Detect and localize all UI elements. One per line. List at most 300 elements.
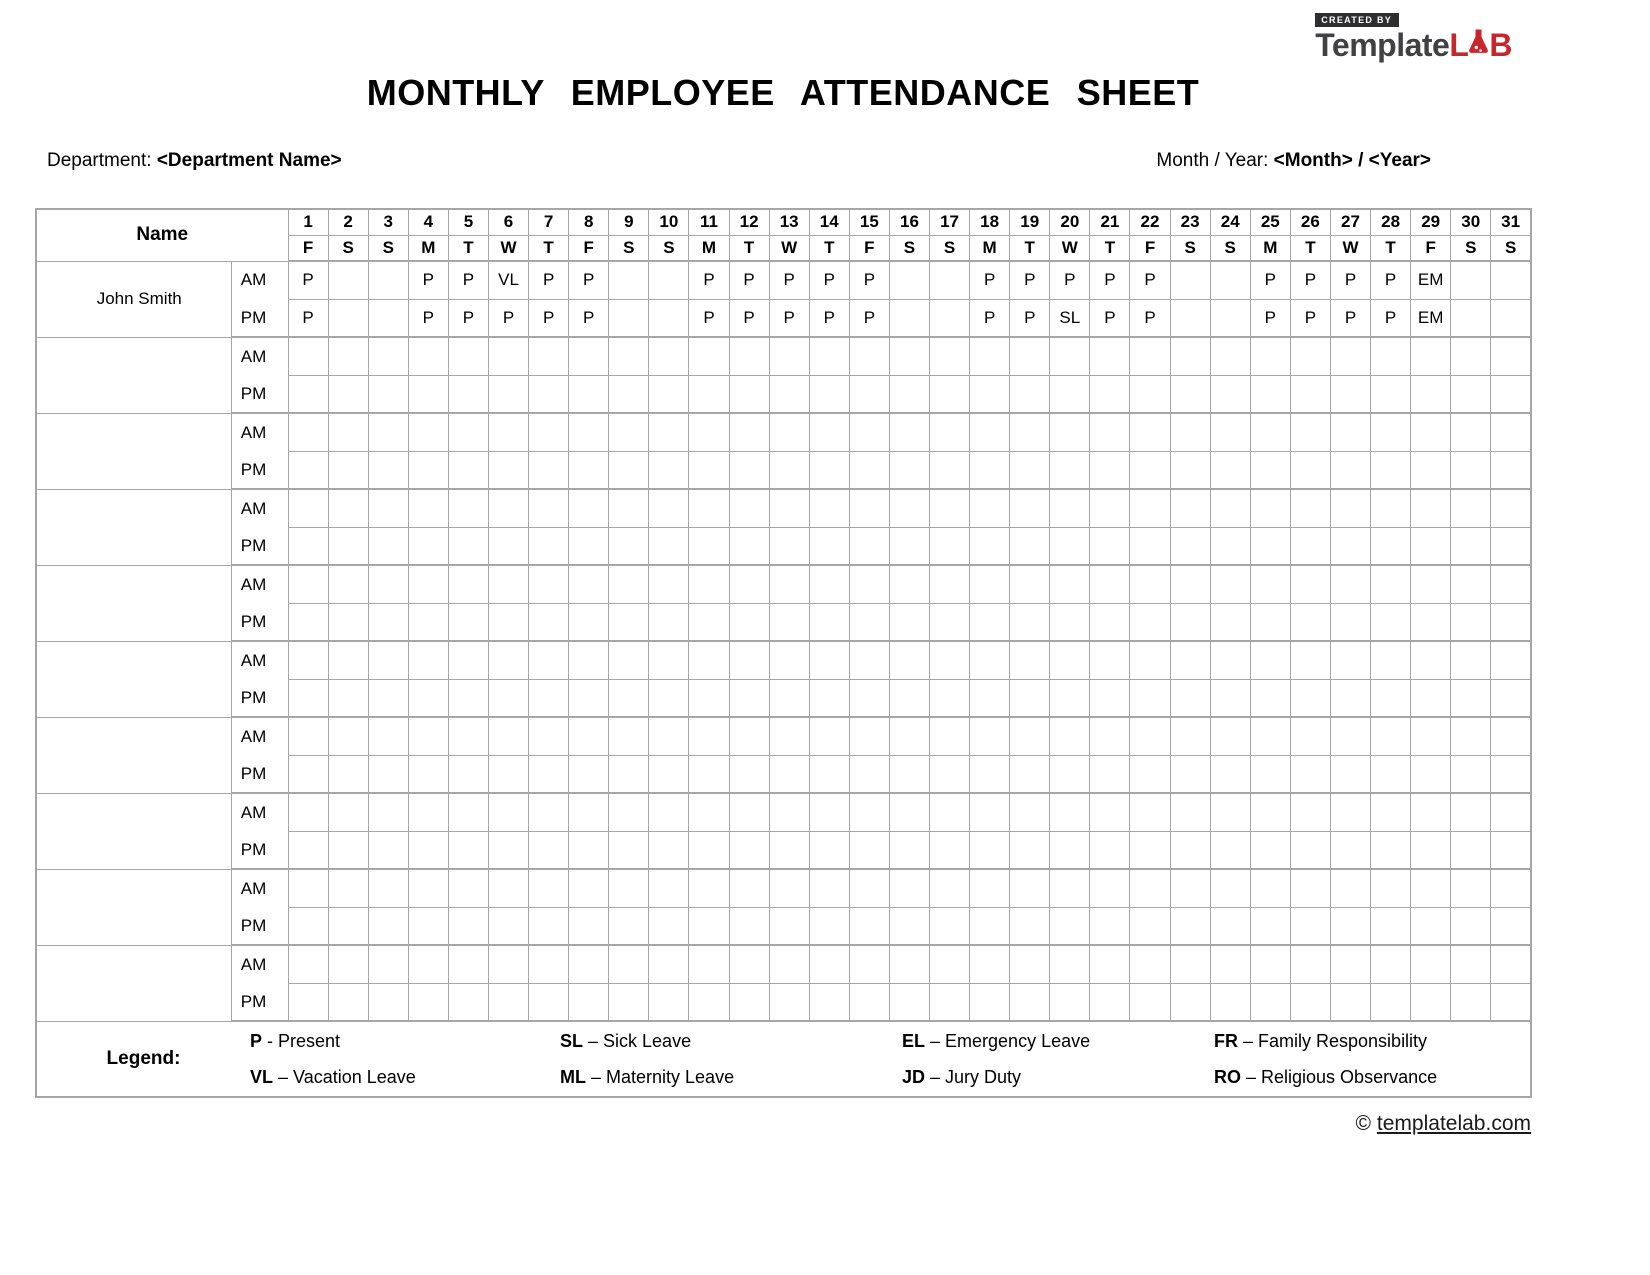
attendance-cell[interactable] <box>408 983 448 1021</box>
attendance-cell[interactable] <box>1451 831 1491 869</box>
attendance-cell[interactable] <box>1371 907 1411 945</box>
attendance-cell[interactable] <box>930 565 970 603</box>
attendance-cell[interactable] <box>448 679 488 717</box>
attendance-cell[interactable] <box>448 603 488 641</box>
attendance-cell[interactable] <box>368 641 408 679</box>
attendance-cell[interactable] <box>1290 869 1330 907</box>
attendance-cell[interactable] <box>930 679 970 717</box>
attendance-cell[interactable] <box>1491 793 1531 831</box>
attendance-cell[interactable] <box>569 489 609 527</box>
attendance-cell[interactable] <box>1090 717 1130 755</box>
attendance-cell[interactable] <box>328 793 368 831</box>
attendance-cell[interactable] <box>1050 717 1090 755</box>
attendance-cell[interactable] <box>408 907 448 945</box>
attendance-cell[interactable] <box>970 717 1010 755</box>
attendance-cell[interactable] <box>448 565 488 603</box>
attendance-cell[interactable] <box>1330 793 1370 831</box>
attendance-cell[interactable]: P <box>1371 261 1411 299</box>
attendance-cell[interactable] <box>488 831 528 869</box>
attendance-cell[interactable] <box>1090 755 1130 793</box>
attendance-cell[interactable] <box>448 527 488 565</box>
attendance-cell[interactable] <box>1090 831 1130 869</box>
attendance-cell[interactable] <box>889 337 929 375</box>
attendance-cell[interactable] <box>1170 337 1210 375</box>
attendance-cell[interactable] <box>1090 641 1130 679</box>
attendance-cell[interactable] <box>529 565 569 603</box>
attendance-cell[interactable] <box>649 831 689 869</box>
attendance-cell[interactable] <box>889 945 929 983</box>
attendance-cell[interactable] <box>1090 451 1130 489</box>
attendance-cell[interactable] <box>529 375 569 413</box>
attendance-cell[interactable]: P <box>1090 261 1130 299</box>
attendance-cell[interactable] <box>1411 489 1451 527</box>
attendance-cell[interactable] <box>729 717 769 755</box>
attendance-cell[interactable] <box>1411 413 1451 451</box>
attendance-cell[interactable] <box>1411 375 1451 413</box>
attendance-cell[interactable]: P <box>729 261 769 299</box>
attendance-cell[interactable]: P <box>569 261 609 299</box>
attendance-cell[interactable] <box>1170 375 1210 413</box>
attendance-cell[interactable] <box>889 869 929 907</box>
attendance-cell[interactable] <box>1210 489 1250 527</box>
attendance-cell[interactable] <box>488 337 528 375</box>
attendance-cell[interactable] <box>1170 755 1210 793</box>
attendance-cell[interactable] <box>1010 679 1050 717</box>
attendance-cell[interactable] <box>1290 907 1330 945</box>
attendance-cell[interactable]: P <box>529 299 569 337</box>
attendance-cell[interactable] <box>1050 983 1090 1021</box>
attendance-cell[interactable] <box>729 603 769 641</box>
attendance-cell[interactable] <box>569 603 609 641</box>
attendance-cell[interactable]: P <box>1330 299 1370 337</box>
attendance-cell[interactable] <box>1491 907 1531 945</box>
attendance-cell[interactable] <box>1010 565 1050 603</box>
attendance-cell[interactable] <box>368 945 408 983</box>
attendance-cell[interactable] <box>1491 375 1531 413</box>
attendance-cell[interactable] <box>368 261 408 299</box>
attendance-cell[interactable] <box>1330 565 1370 603</box>
attendance-cell[interactable]: P <box>288 261 328 299</box>
attendance-cell[interactable]: P <box>1010 261 1050 299</box>
attendance-cell[interactable] <box>368 907 408 945</box>
attendance-cell[interactable] <box>649 717 689 755</box>
attendance-cell[interactable] <box>1250 755 1290 793</box>
attendance-cell[interactable] <box>769 793 809 831</box>
attendance-cell[interactable] <box>488 983 528 1021</box>
attendance-cell[interactable] <box>1451 945 1491 983</box>
attendance-cell[interactable] <box>1210 831 1250 869</box>
attendance-cell[interactable] <box>368 869 408 907</box>
attendance-cell[interactable] <box>1130 413 1170 451</box>
attendance-cell[interactable] <box>488 755 528 793</box>
attendance-cell[interactable] <box>1010 451 1050 489</box>
attendance-cell[interactable] <box>930 375 970 413</box>
attendance-cell[interactable] <box>368 717 408 755</box>
attendance-cell[interactable] <box>849 565 889 603</box>
attendance-cell[interactable] <box>1491 983 1531 1021</box>
attendance-cell[interactable] <box>488 945 528 983</box>
attendance-cell[interactable] <box>1090 565 1130 603</box>
attendance-cell[interactable] <box>1491 641 1531 679</box>
attendance-cell[interactable] <box>1250 565 1290 603</box>
attendance-cell[interactable] <box>328 261 368 299</box>
attendance-cell[interactable] <box>569 375 609 413</box>
attendance-cell[interactable] <box>1170 413 1210 451</box>
attendance-cell[interactable] <box>1330 375 1370 413</box>
attendance-cell[interactable] <box>809 793 849 831</box>
attendance-cell[interactable] <box>408 717 448 755</box>
attendance-cell[interactable] <box>1290 793 1330 831</box>
attendance-cell[interactable] <box>769 489 809 527</box>
attendance-cell[interactable] <box>488 489 528 527</box>
attendance-cell[interactable] <box>1090 337 1130 375</box>
attendance-cell[interactable] <box>970 983 1010 1021</box>
attendance-cell[interactable] <box>1371 413 1411 451</box>
attendance-cell[interactable] <box>328 983 368 1021</box>
attendance-cell[interactable] <box>889 755 929 793</box>
attendance-cell[interactable] <box>689 565 729 603</box>
attendance-cell[interactable] <box>849 451 889 489</box>
attendance-cell[interactable] <box>689 527 729 565</box>
attendance-cell[interactable]: P <box>970 261 1010 299</box>
attendance-cell[interactable] <box>1050 869 1090 907</box>
attendance-cell[interactable] <box>689 337 729 375</box>
attendance-cell[interactable] <box>970 641 1010 679</box>
attendance-cell[interactable] <box>1451 261 1491 299</box>
attendance-cell[interactable] <box>448 983 488 1021</box>
attendance-cell[interactable] <box>729 337 769 375</box>
attendance-cell[interactable] <box>1170 945 1210 983</box>
attendance-cell[interactable] <box>1130 793 1170 831</box>
attendance-cell[interactable] <box>1130 679 1170 717</box>
attendance-cell[interactable] <box>328 907 368 945</box>
attendance-cell[interactable] <box>1210 983 1250 1021</box>
attendance-cell[interactable]: P <box>1130 261 1170 299</box>
attendance-cell[interactable] <box>649 451 689 489</box>
attendance-cell[interactable] <box>1371 451 1411 489</box>
attendance-cell[interactable] <box>1170 299 1210 337</box>
attendance-cell[interactable] <box>1010 413 1050 451</box>
attendance-cell[interactable] <box>1170 603 1210 641</box>
attendance-cell[interactable] <box>529 641 569 679</box>
attendance-cell[interactable] <box>1130 831 1170 869</box>
attendance-cell[interactable] <box>529 755 569 793</box>
attendance-cell[interactable] <box>1130 451 1170 489</box>
attendance-cell[interactable] <box>689 603 729 641</box>
attendance-cell[interactable] <box>1290 755 1330 793</box>
attendance-cell[interactable] <box>1010 945 1050 983</box>
attendance-cell[interactable] <box>328 413 368 451</box>
attendance-cell[interactable]: P <box>729 299 769 337</box>
attendance-cell[interactable] <box>609 413 649 451</box>
attendance-cell[interactable] <box>849 793 889 831</box>
employee-name-cell[interactable] <box>36 869 231 945</box>
attendance-cell[interactable] <box>448 489 488 527</box>
attendance-cell[interactable] <box>970 793 1010 831</box>
attendance-cell[interactable] <box>1451 793 1491 831</box>
attendance-cell[interactable] <box>368 489 408 527</box>
attendance-cell[interactable] <box>849 337 889 375</box>
attendance-cell[interactable] <box>1451 641 1491 679</box>
attendance-cell[interactable] <box>729 641 769 679</box>
attendance-cell[interactable]: P <box>529 261 569 299</box>
attendance-cell[interactable] <box>1330 527 1370 565</box>
attendance-cell[interactable] <box>970 945 1010 983</box>
attendance-cell[interactable] <box>849 831 889 869</box>
attendance-cell[interactable] <box>689 869 729 907</box>
attendance-cell[interactable] <box>448 413 488 451</box>
month-year-value[interactable]: <Month> / <Year> <box>1273 150 1431 171</box>
attendance-cell[interactable] <box>1250 717 1290 755</box>
attendance-cell[interactable]: P <box>1330 261 1370 299</box>
attendance-cell[interactable] <box>1451 983 1491 1021</box>
attendance-cell[interactable] <box>849 413 889 451</box>
attendance-cell[interactable] <box>368 413 408 451</box>
attendance-cell[interactable] <box>1411 679 1451 717</box>
attendance-cell[interactable] <box>408 527 448 565</box>
attendance-cell[interactable] <box>1130 945 1170 983</box>
attendance-cell[interactable] <box>649 527 689 565</box>
attendance-cell[interactable] <box>328 489 368 527</box>
attendance-cell[interactable] <box>1451 755 1491 793</box>
attendance-cell[interactable] <box>1210 641 1250 679</box>
attendance-cell[interactable] <box>649 489 689 527</box>
attendance-cell[interactable] <box>809 831 849 869</box>
attendance-cell[interactable] <box>889 299 929 337</box>
employee-name-cell[interactable] <box>36 337 231 413</box>
attendance-cell[interactable] <box>1210 679 1250 717</box>
attendance-cell[interactable] <box>1050 679 1090 717</box>
attendance-cell[interactable] <box>1250 603 1290 641</box>
attendance-cell[interactable] <box>1330 907 1370 945</box>
attendance-cell[interactable] <box>1090 793 1130 831</box>
attendance-cell[interactable] <box>1491 755 1531 793</box>
attendance-cell[interactable] <box>970 527 1010 565</box>
attendance-cell[interactable] <box>488 527 528 565</box>
attendance-cell[interactable] <box>488 869 528 907</box>
attendance-cell[interactable] <box>1290 945 1330 983</box>
attendance-cell[interactable] <box>1210 603 1250 641</box>
attendance-cell[interactable] <box>689 489 729 527</box>
attendance-cell[interactable] <box>689 793 729 831</box>
attendance-cell[interactable] <box>609 945 649 983</box>
attendance-cell[interactable] <box>1451 527 1491 565</box>
attendance-cell[interactable] <box>1451 299 1491 337</box>
attendance-cell[interactable] <box>1451 451 1491 489</box>
attendance-cell[interactable] <box>889 679 929 717</box>
attendance-cell[interactable] <box>408 869 448 907</box>
attendance-cell[interactable] <box>488 793 528 831</box>
attendance-cell[interactable] <box>1451 869 1491 907</box>
attendance-cell[interactable] <box>769 641 809 679</box>
attendance-cell[interactable] <box>649 869 689 907</box>
attendance-cell[interactable]: P <box>809 299 849 337</box>
attendance-cell[interactable] <box>689 451 729 489</box>
attendance-cell[interactable] <box>1090 907 1130 945</box>
attendance-cell[interactable] <box>1290 527 1330 565</box>
attendance-cell[interactable] <box>1050 831 1090 869</box>
attendance-cell[interactable] <box>930 603 970 641</box>
attendance-cell[interactable] <box>1250 869 1290 907</box>
attendance-cell[interactable] <box>1250 793 1290 831</box>
attendance-cell[interactable] <box>849 527 889 565</box>
attendance-cell[interactable]: P <box>488 299 528 337</box>
attendance-cell[interactable] <box>1210 451 1250 489</box>
attendance-cell[interactable] <box>809 907 849 945</box>
attendance-cell[interactable] <box>1330 337 1370 375</box>
attendance-cell[interactable] <box>970 907 1010 945</box>
attendance-cell[interactable] <box>889 375 929 413</box>
attendance-cell[interactable] <box>1210 793 1250 831</box>
attendance-cell[interactable] <box>649 375 689 413</box>
attendance-cell[interactable] <box>1170 489 1210 527</box>
attendance-cell[interactable] <box>609 641 649 679</box>
attendance-cell[interactable] <box>368 983 408 1021</box>
attendance-cell[interactable] <box>1050 565 1090 603</box>
attendance-cell[interactable] <box>569 755 609 793</box>
employee-name-cell[interactable] <box>36 489 231 565</box>
attendance-cell[interactable] <box>529 793 569 831</box>
attendance-cell[interactable] <box>288 679 328 717</box>
attendance-cell[interactable] <box>889 641 929 679</box>
attendance-cell[interactable] <box>328 603 368 641</box>
attendance-cell[interactable] <box>1090 603 1130 641</box>
attendance-cell[interactable] <box>1210 299 1250 337</box>
attendance-cell[interactable] <box>529 451 569 489</box>
attendance-cell[interactable] <box>1330 451 1370 489</box>
attendance-cell[interactable] <box>569 337 609 375</box>
attendance-cell[interactable] <box>1371 603 1411 641</box>
attendance-cell[interactable] <box>729 983 769 1021</box>
attendance-cell[interactable] <box>649 907 689 945</box>
attendance-cell[interactable] <box>328 375 368 413</box>
attendance-cell[interactable] <box>1010 641 1050 679</box>
templatelab-link[interactable]: templatelab.com <box>1376 1112 1531 1135</box>
attendance-cell[interactable] <box>328 755 368 793</box>
department-value[interactable]: <Department Name> <box>156 150 342 171</box>
attendance-cell[interactable] <box>930 945 970 983</box>
attendance-cell[interactable] <box>609 755 649 793</box>
attendance-cell[interactable] <box>649 679 689 717</box>
attendance-cell[interactable] <box>288 755 328 793</box>
attendance-cell[interactable] <box>849 755 889 793</box>
attendance-cell[interactable] <box>1090 413 1130 451</box>
attendance-cell[interactable] <box>529 945 569 983</box>
attendance-cell[interactable] <box>769 869 809 907</box>
attendance-cell[interactable] <box>809 945 849 983</box>
attendance-cell[interactable] <box>769 451 809 489</box>
attendance-cell[interactable] <box>1371 983 1411 1021</box>
attendance-cell[interactable] <box>769 983 809 1021</box>
attendance-cell[interactable] <box>970 565 1010 603</box>
attendance-cell[interactable] <box>1130 337 1170 375</box>
attendance-cell[interactable] <box>769 565 809 603</box>
attendance-cell[interactable]: P <box>849 261 889 299</box>
attendance-cell[interactable] <box>328 717 368 755</box>
attendance-cell[interactable] <box>769 603 809 641</box>
attendance-cell[interactable] <box>1330 641 1370 679</box>
attendance-cell[interactable] <box>1090 679 1130 717</box>
attendance-cell[interactable] <box>1411 451 1451 489</box>
attendance-cell[interactable] <box>1250 641 1290 679</box>
attendance-cell[interactable] <box>609 983 649 1021</box>
attendance-cell[interactable] <box>930 869 970 907</box>
attendance-cell[interactable] <box>1371 793 1411 831</box>
attendance-cell[interactable] <box>569 793 609 831</box>
attendance-cell[interactable] <box>649 299 689 337</box>
attendance-cell[interactable] <box>368 451 408 489</box>
attendance-cell[interactable] <box>569 641 609 679</box>
attendance-cell[interactable] <box>1371 641 1411 679</box>
attendance-cell[interactable] <box>970 337 1010 375</box>
attendance-cell[interactable] <box>1210 337 1250 375</box>
attendance-cell[interactable] <box>1330 983 1370 1021</box>
attendance-cell[interactable] <box>1170 831 1210 869</box>
attendance-cell[interactable] <box>889 831 929 869</box>
attendance-cell[interactable] <box>1250 375 1290 413</box>
attendance-cell[interactable] <box>729 679 769 717</box>
attendance-cell[interactable] <box>769 337 809 375</box>
attendance-cell[interactable] <box>689 375 729 413</box>
attendance-cell[interactable] <box>609 907 649 945</box>
attendance-cell[interactable] <box>529 603 569 641</box>
attendance-cell[interactable] <box>1170 679 1210 717</box>
attendance-cell[interactable] <box>1290 451 1330 489</box>
attendance-cell[interactable]: P <box>408 299 448 337</box>
attendance-cell[interactable] <box>1250 489 1290 527</box>
attendance-cell[interactable] <box>448 717 488 755</box>
attendance-cell[interactable] <box>609 793 649 831</box>
attendance-cell[interactable] <box>448 831 488 869</box>
attendance-cell[interactable] <box>488 413 528 451</box>
attendance-cell[interactable] <box>569 831 609 869</box>
attendance-cell[interactable] <box>1170 261 1210 299</box>
attendance-cell[interactable] <box>1050 793 1090 831</box>
attendance-cell[interactable] <box>849 983 889 1021</box>
attendance-cell[interactable] <box>930 641 970 679</box>
attendance-cell[interactable] <box>689 641 729 679</box>
attendance-cell[interactable] <box>930 831 970 869</box>
attendance-cell[interactable] <box>1411 527 1451 565</box>
attendance-cell[interactable] <box>408 337 448 375</box>
attendance-cell[interactable] <box>1451 717 1491 755</box>
attendance-cell[interactable] <box>1411 337 1451 375</box>
attendance-cell[interactable] <box>930 907 970 945</box>
attendance-cell[interactable] <box>849 603 889 641</box>
attendance-cell[interactable] <box>1250 831 1290 869</box>
attendance-cell[interactable] <box>1130 641 1170 679</box>
attendance-cell[interactable] <box>1330 413 1370 451</box>
attendance-cell[interactable] <box>1050 337 1090 375</box>
attendance-cell[interactable] <box>288 527 328 565</box>
attendance-cell[interactable] <box>649 983 689 1021</box>
attendance-cell[interactable] <box>1411 641 1451 679</box>
attendance-cell[interactable] <box>769 755 809 793</box>
attendance-cell[interactable] <box>609 299 649 337</box>
attendance-cell[interactable] <box>689 983 729 1021</box>
attendance-cell[interactable] <box>288 641 328 679</box>
attendance-cell[interactable] <box>1050 603 1090 641</box>
attendance-cell[interactable] <box>889 489 929 527</box>
attendance-cell[interactable] <box>1010 983 1050 1021</box>
attendance-cell[interactable] <box>1411 907 1451 945</box>
attendance-cell[interactable] <box>1170 983 1210 1021</box>
attendance-cell[interactable]: P <box>689 261 729 299</box>
attendance-cell[interactable] <box>1371 679 1411 717</box>
attendance-cell[interactable] <box>849 869 889 907</box>
attendance-cell[interactable] <box>368 375 408 413</box>
attendance-cell[interactable] <box>1130 603 1170 641</box>
